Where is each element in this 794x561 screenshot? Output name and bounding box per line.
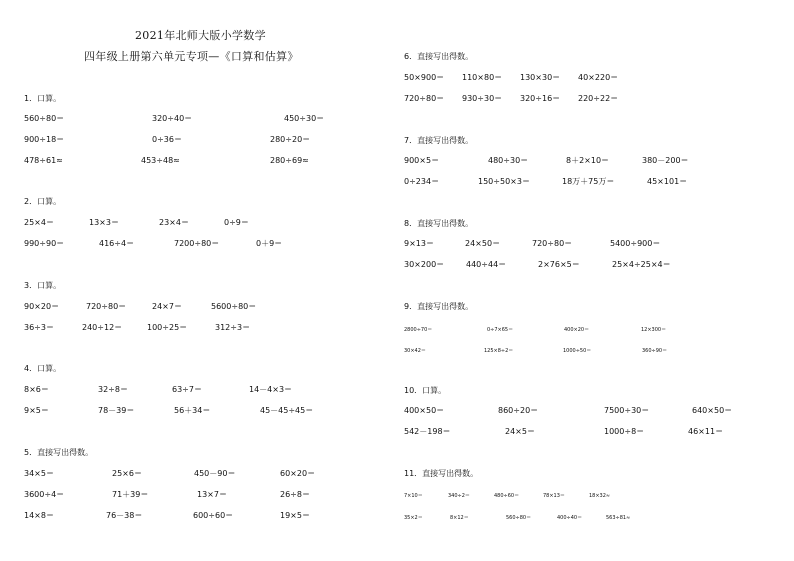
problem: 30×200＝: [404, 260, 445, 269]
problem: 220÷22＝: [578, 94, 619, 103]
problem: 9×5＝: [24, 406, 49, 415]
section-4-heading: 4．口算。: [24, 364, 62, 373]
section-11-heading: 11．直接写出得数。: [404, 469, 479, 478]
problem: 450－90＝: [194, 469, 236, 478]
problem: 25×4＝: [24, 218, 54, 227]
problem: 46×11＝: [688, 427, 724, 436]
problem: 560÷80＝: [24, 114, 65, 123]
problem: 71＋39＝: [112, 490, 149, 499]
problem: 480÷30＝: [488, 156, 529, 165]
problem: 25×4÷25×4＝: [612, 260, 671, 269]
problem: 416÷4＝: [99, 239, 135, 248]
problem: 56＋34＝: [174, 406, 211, 415]
problem: 8＋2×10＝: [566, 156, 610, 165]
problem: 24×7＝: [152, 302, 182, 311]
problem: 78×13＝: [543, 493, 565, 499]
problem: 478÷61≈: [24, 156, 63, 165]
problem: 63÷7＝: [172, 385, 202, 394]
problem: 100÷25＝: [147, 323, 188, 332]
section-8-heading: 8．直接写出得数。: [404, 219, 474, 228]
problem: 18×32≈: [589, 493, 611, 499]
problem: 320÷40＝: [152, 114, 193, 123]
problem: 2800÷70＝: [404, 327, 433, 333]
problem: 34×5＝: [24, 469, 54, 478]
problem: 19×5＝: [280, 511, 310, 520]
problem: 12×300＝: [641, 327, 667, 333]
problem: 440÷44＝: [466, 260, 507, 269]
problem: 7×10＝: [404, 493, 423, 499]
problem: 453÷48≈: [141, 156, 180, 165]
problem: 0÷7×65＝: [487, 327, 514, 333]
problem: 110×80＝: [462, 73, 503, 82]
problem: 280÷69≈: [270, 156, 309, 165]
problem: 24×5＝: [505, 427, 535, 436]
problem: 5400÷900＝: [610, 239, 661, 248]
problem: 480÷60＝: [494, 493, 520, 499]
problem: 36÷3＝: [24, 323, 54, 332]
problem: 24×50＝: [465, 239, 501, 248]
problem: 720÷80＝: [532, 239, 573, 248]
problem: 18万＋75万＝: [562, 177, 615, 186]
problem: 860÷20＝: [498, 406, 539, 415]
problem: 130×30＝: [520, 73, 561, 82]
problem: 0÷36＝: [152, 135, 182, 144]
section-3-heading: 3．口算。: [24, 281, 62, 290]
problem: 312÷3＝: [215, 323, 251, 332]
problem: 7200÷80＝: [174, 239, 220, 248]
problem: 45－45÷45＝: [260, 406, 314, 415]
problem: 990÷90＝: [24, 239, 65, 248]
problem: 9×13＝: [404, 239, 434, 248]
section-10-heading: 10．口算。: [404, 386, 447, 395]
problem: 0÷9＝: [224, 218, 249, 227]
problem: 3600÷4＝: [24, 490, 65, 499]
problem: 8×12＝: [450, 515, 469, 521]
problem: 40×220＝: [578, 73, 619, 82]
problem: 13×3＝: [89, 218, 119, 227]
problem: 150÷50×3＝: [478, 177, 530, 186]
problem: 14×8＝: [24, 511, 54, 520]
problem: 360÷90＝: [642, 348, 668, 354]
section-2-heading: 2．口算。: [24, 197, 62, 206]
problem: 90×20＝: [24, 302, 60, 311]
problem: 50×900＝: [404, 73, 445, 82]
section-9-heading: 9．直接写出得数。: [404, 302, 474, 311]
problem: 30×42＝: [404, 348, 426, 354]
problem: 60×20＝: [280, 469, 316, 478]
problem: 1000÷8＝: [604, 427, 645, 436]
problem: 35×2＝: [404, 515, 423, 521]
page-title: 2021年北师大版小学数学: [135, 29, 266, 42]
problem: 930÷30＝: [462, 94, 503, 103]
problem: 7500÷30＝: [604, 406, 650, 415]
problem: 240÷12＝: [82, 323, 123, 332]
problem: 640×50＝: [692, 406, 733, 415]
problem: 340÷2＝: [448, 493, 470, 499]
problem: 720÷80＝: [404, 94, 445, 103]
problem: 560÷80＝: [506, 515, 532, 521]
problem: 380－200＝: [642, 156, 689, 165]
section-6-heading: 6．直接写出得数。: [404, 52, 474, 61]
section-5-heading: 5．直接写出得数。: [24, 448, 94, 457]
problem: 320÷16＝: [520, 94, 561, 103]
problem: 78－39＝: [98, 406, 135, 415]
problem: 8×6＝: [24, 385, 49, 394]
problem: 400×50＝: [404, 406, 445, 415]
problem: 900÷18＝: [24, 135, 65, 144]
problem: 14－4×3＝: [249, 385, 293, 394]
problem: 76－38＝: [106, 511, 143, 520]
problem: 542－198＝: [404, 427, 451, 436]
problem: 5600÷80＝: [211, 302, 257, 311]
problem: 125×8÷2＝: [484, 348, 514, 354]
problem: 400×20＝: [564, 327, 590, 333]
page-subtitle: 四年级上册第六单元专项—《口算和估算》: [84, 50, 299, 63]
problem: 600÷60＝: [193, 511, 234, 520]
problem: 13×7＝: [197, 490, 227, 499]
problem: 280÷20＝: [270, 135, 311, 144]
problem: 0＋9＝: [256, 239, 283, 248]
problem: 32÷8＝: [98, 385, 128, 394]
problem: 563÷81≈: [606, 515, 631, 521]
problem: 2×76×5＝: [538, 260, 580, 269]
section-1-heading: 1．口算。: [24, 94, 62, 103]
problem: 26÷8＝: [280, 490, 310, 499]
problem: 900×5＝: [404, 156, 440, 165]
problem: 400÷40＝: [557, 515, 583, 521]
problem: 25×6＝: [112, 469, 142, 478]
section-7-heading: 7．直接写出得数。: [404, 136, 474, 145]
problem: 450÷30＝: [284, 114, 325, 123]
problem: 1000÷50＝: [563, 348, 592, 354]
problem: 0÷234＝: [404, 177, 440, 186]
problem: 45×101＝: [647, 177, 688, 186]
problem: 23×4＝: [159, 218, 189, 227]
problem: 720÷80＝: [86, 302, 127, 311]
